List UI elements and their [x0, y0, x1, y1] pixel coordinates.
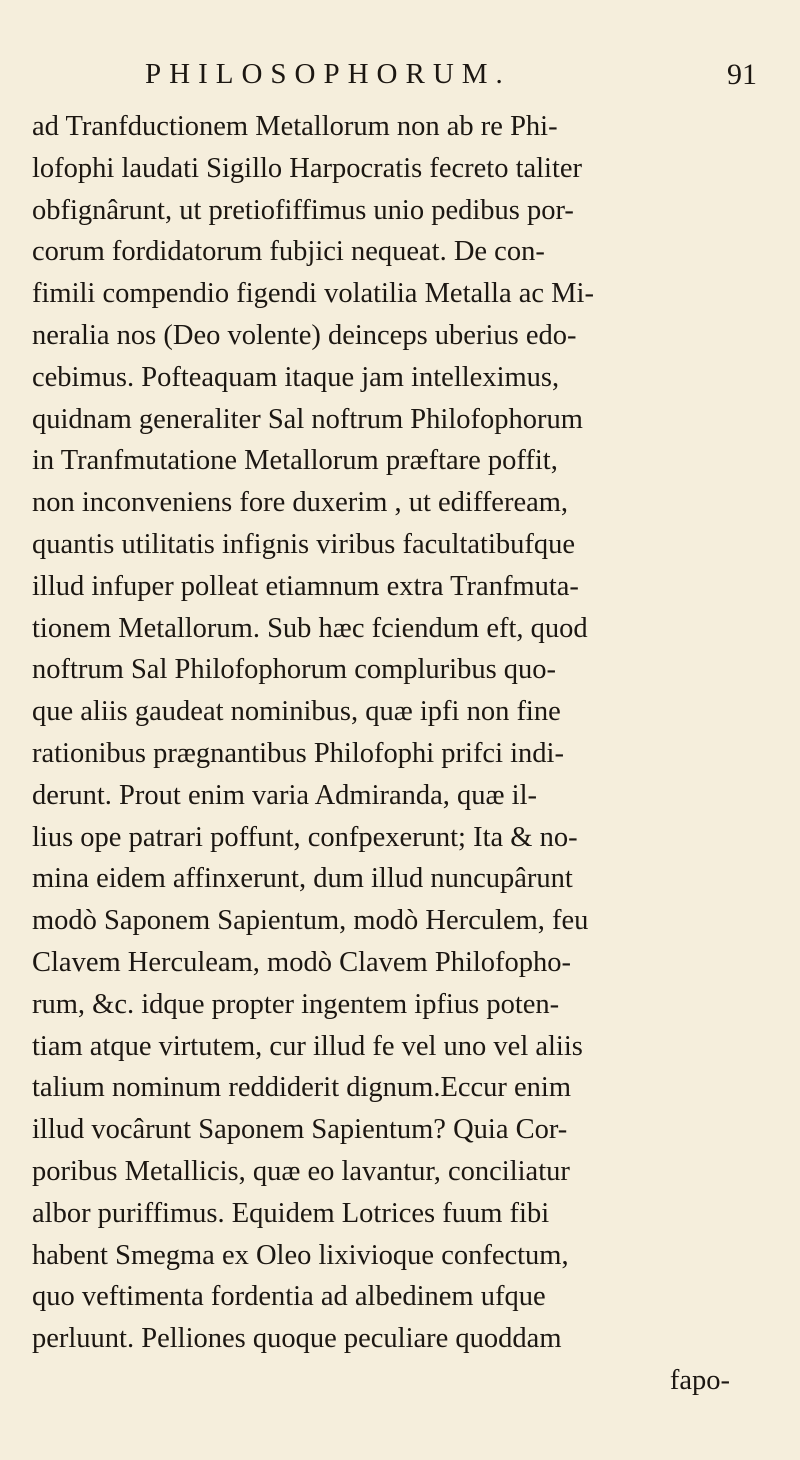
text-line: non inconveniens fore duxerim , ut ediffeream, — [32, 487, 569, 519]
text-line: lius ope patrari poffunt, confpexerunt; Ita & no- — [32, 821, 578, 853]
text-line: ad Tranfductionem Metallorum non ab re Phi- — [32, 111, 558, 142]
text-line: poribus Metallicis, quæ eo lavantur, conciliatur — [32, 1155, 570, 1187]
text-line: obfignârunt, ut pretiofiffimus unio pedibus por- — [32, 194, 574, 226]
text-line: rum, &c. idque propter ingentem ipfius poten- — [32, 988, 560, 1020]
text-line: Clavem Herculeam, modò Clavem Philofopho- — [32, 946, 572, 978]
text-line: derunt. Prout enim varia Admiranda, quæ il- — [32, 779, 537, 811]
text-line: albor puriffimus. Equidem Lotrices fuum fibi — [32, 1197, 550, 1229]
text-line: modò Saponem Sapientum, modò Herculem, feu — [32, 905, 589, 937]
catchword: fapo- — [669, 1364, 730, 1396]
text-line: lofophi laudati Sigillo Harpocratis fecreto taliter — [32, 152, 583, 184]
text-line: tiam atque virtutem, cur illud fe vel uno vel aliis — [32, 1030, 583, 1062]
text-line: que aliis gaudeat nominibus, quæ ipfi non fine — [32, 696, 561, 728]
text-line: illud infuper polleat etiamnum extra Tranfmuta- — [32, 570, 579, 602]
text-line: corum fordidatorum fubjici nequeat. De con- — [32, 236, 545, 268]
text-line: neralia nos (Deo volente) deinceps uberius edo- — [32, 319, 577, 351]
text-line: perluunt. Pelliones quoque peculiare quoddam — [32, 1323, 562, 1355]
text-line: talium nominum reddiderit dignum.Eccur enim — [32, 1072, 572, 1104]
text-line: habent Smegma ex Oleo lixivioque confectum, — [32, 1239, 569, 1271]
text-line: mina eidem affinxerunt, dum illud nuncupârunt — [32, 863, 573, 895]
text-line: illud vocârunt Saponem Sapientum? Quia Cor- — [32, 1114, 568, 1146]
page-number: 91 — [727, 58, 757, 91]
text-line: noftrum Sal Philofophorum compluribus quo- — [32, 654, 557, 686]
text-line: fimili compendio figendi volatilia Metalla ac Mi- — [32, 278, 594, 310]
text-line: rationibus prægnantibus Philofophi prifci indi- — [32, 737, 564, 769]
text-line: quo veftimenta fordentia ad albedinem ufque — [32, 1281, 546, 1313]
text-line: cebimus. Pofteaquam itaque jam intelleximus, — [32, 361, 560, 393]
text-line: quantis utilitatis infignis viribus facultatibufque — [32, 528, 576, 560]
text-line: quidnam generaliter Sal noftrum Philofophorum — [32, 403, 583, 435]
text-line: in Tranfmutatione Metallorum præftare poffit, — [32, 445, 558, 477]
running-head: PHILOSOPHORUM. — [145, 58, 511, 90]
page-header — [145, 58, 765, 102]
text-line: tionem Metallorum. Sub hæc fciendum eft, quod — [32, 612, 588, 644]
body-text — [32, 106, 772, 1402]
